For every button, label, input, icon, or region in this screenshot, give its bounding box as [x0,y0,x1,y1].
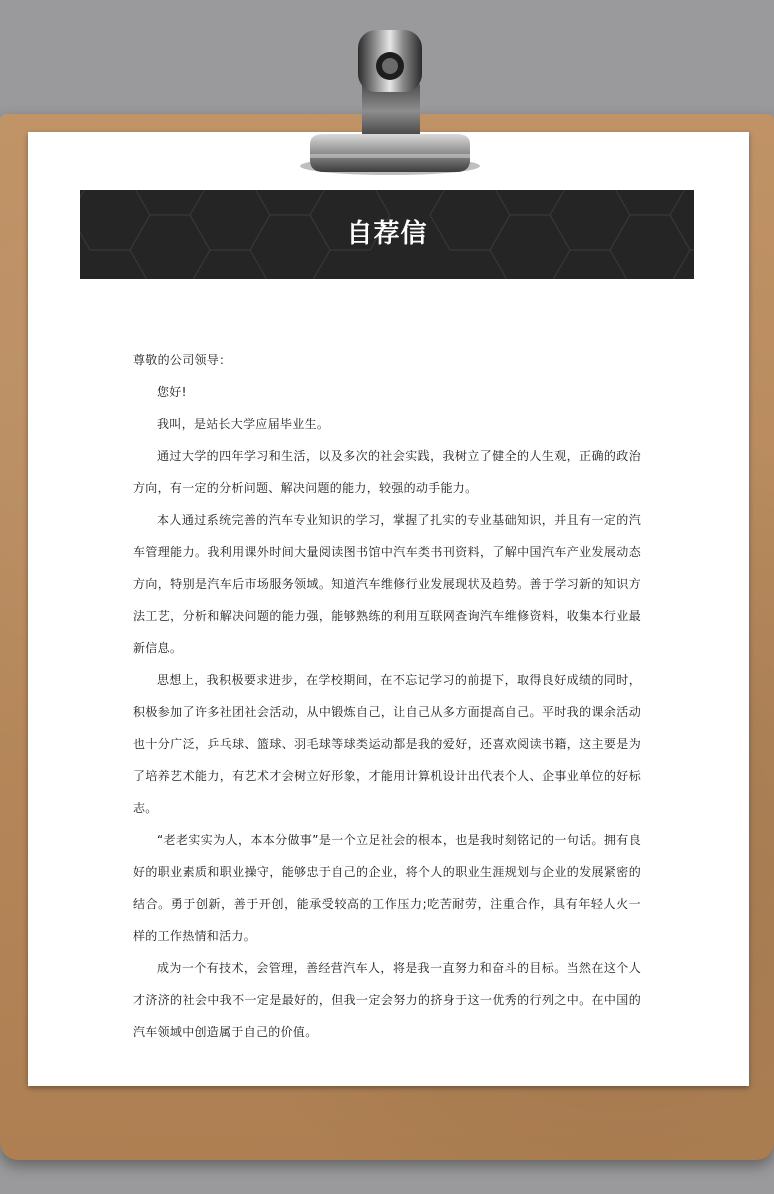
paragraph-goal: 成为一个有技术，会管理，善经营汽车人，将是我一直努力和奋斗的目标。当然在这个人才济济的社会中我不一定是最好的，但我一定会努力的挤身于这一优秀的行列之中。在中国的汽车领域中创造属于自己的价值。 [133,961,641,1039]
paragraph-intro: 我叫，是站长大学应届毕业生。 [157,417,330,431]
paragraph-skills: 本人通过系统完善的汽车专业知识的学习，掌握了扎实的专业基础知识，并且有一定的汽车管理能力。我利用课外时间大量阅读图书馆中汽车类书刊资料，了解中国汽车产业发展动态方向，特别是汽车后市场服务领域。知道汽车维修行业发展现状及趋势。善于学习新的知识方法工艺，分析和解决问题的能力强，能够熟练的利用互联网查询汽车维修资料，收集本行业最新信息。 [133,513,641,655]
paragraph-education: 通过大学的四年学习和生活，以及多次的社会实践，我树立了健全的人生观，正确的政治方向，有一定的分析问题、解决问题的能力，较强的动手能力。 [133,449,641,495]
letter-body [133,344,641,1048]
paragraph-greeting: 您好! [157,385,187,399]
paragraph-character: “老老实实为人，本本分做事”是一个立足社会的根本，也是我时刻铭记的一句话。拥有良好的职业素质和职业操守，能够忠于自己的企业，将个人的职业生涯规划与企业的发展紧密的结合。勇于创新，善于开创，能承受较高的工作压力;吃苦耐劳，注重合作，具有年轻人火一样的工作热情和活力。 [133,833,641,943]
salutation: 尊敬的公司领导： [133,353,232,367]
binder-clip-icon [300,26,480,178]
paragraph-activities: 思想上，我积极要求进步，在学校期间，在不忘记学习的前提下，取得良好成绩的同时，积极参加了许多社团社会活动，从中锻炼自己，让自己从多方面提高自己。平时我的课余活动也十分广泛，乒乓球、篮球、羽毛球等球类运动都是我的爱好，还喜欢阅读书籍，这主要是为了培养艺术能力，有艺术才会树立好形象，才能用计算机设计出代表个人、企事业单位的好标志。 [133,673,641,815]
page-title: 自荐信 [346,219,428,249]
title-banner [80,190,694,279]
